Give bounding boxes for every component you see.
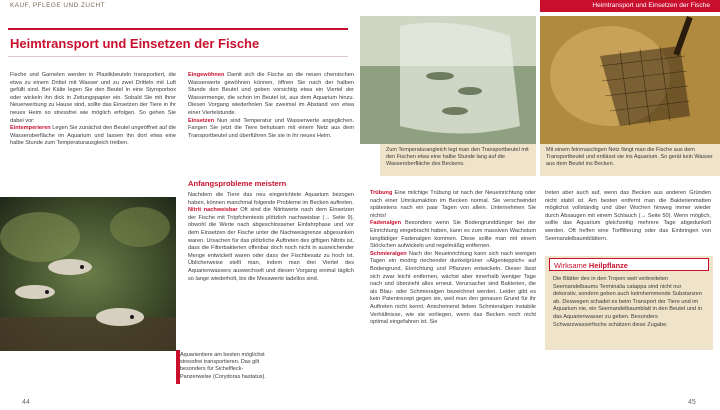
caption-right-box (540, 144, 720, 176)
tip-box-title-prefix: Wirksame (554, 261, 589, 270)
keyword-schmieralgen: Schmieralgen (370, 250, 407, 257)
col3-para-3: Nach der Neueinrichtung kann sich nach wenigen Tagen ein modrig riechender dunkelgrüner »Algenteppich« auf Bodengrund, Einrichtung und Pflanzen entwickeln. Dieser lässt sich zwar leicht entfernen, wächst aber innerhalb weniger Tage nach und überzieht alles erneut. Verursacher sind Bakterien, die als Blau- oder Schmieralgen bezeichnet werden. Leider gibt es kein Patentrezept gegen sie, weil man den genauen Grund für ihr Auftreten nicht kennt. Anscheinend lieben Schmieralgen instabile Verhältnisse, wie sie vorliegen, wenn das Becken noch nicht optimal eingefahren ist. Sie (370, 250, 536, 326)
column-4 (545, 190, 711, 243)
net-photo (540, 16, 720, 144)
keyword-einsetzen: Einsetzen (188, 117, 215, 124)
corydoras-photo (0, 197, 176, 351)
page-number-right: 45 (688, 399, 696, 406)
col2-para-3: Nachdem die Tiere das neu eingerichtete Aquarium bezogen haben, können manchmal folgende Probleme im Becken auftreten. (188, 192, 354, 206)
tip-box (545, 256, 713, 350)
keyword-nitrit: Nitrit nachweisbar (188, 207, 238, 214)
caption-right: Mit einem feinmaschigen Netz fängt man die Fische aus dem Transportbeutel und entlässt sie ins Aquarium. So gerät kein Wasser aus dem Beutel ins Becken. (546, 147, 713, 168)
tip-box-title-bold: Heilpflanze (588, 261, 628, 270)
caption-mid-box (380, 144, 536, 176)
col2-para-2: Nun sind Temperatur und Wasserwerte angeglichen. Fangen Sie jetzt die Tiere behutsam mit einem Netz aus dem Transportbeutel und überführen Sie sie in ihr neues Heim. (188, 117, 354, 139)
title-underline (8, 56, 348, 57)
keyword-eintemperieren: Eintemperieren (10, 125, 51, 132)
transport-bag-photo-graphic (360, 16, 536, 144)
column-2 (188, 72, 354, 140)
col4-para-1: treten aber auch auf, wenn das Becken aus anderen Gründen nicht stabil ist. Am besten entfernt man die Bakterienmatten möglichst vollständig und über Wochen hinweg immer wieder durch Absaugen mit einem Schlauch (→ Seite 50). Wenn möglich, sollte das Aquarium gleichzeitig mehrere Tage abgedunkelt werden. Oft helfen eine Torffilterung oder das Einbringen von Seemandelbaumblättern. (545, 190, 711, 242)
col1-para-2: Legen Sie zunächst den Beutel ungeöffnet auf die Wasseroberfläche im Aquarium und lassen ihn dort etwa eine halbe Stunde zum Temperaturausgleich treiben. (10, 125, 176, 147)
tip-box-header (549, 258, 709, 271)
keyword-truebung: Trübung (370, 190, 393, 196)
tip-box-title (550, 259, 708, 272)
col2-para-1: Damit sich die Fische an die neuen chemischen Wasserwerte gewöhnen können, öffnen Sie nach der halben Stunde den Beutel und geben vorsichtig etwa ein Viertel der Wassermenge, die schon im Beutel ist, aus dem Aquarium hinzu. Diesen Vorgang wiederholen Sie zweimal im Abstand von etwa einer Viertelstunde. (188, 72, 354, 116)
col1-para-1: Fische und Garnelen werden in Plastikbeuteln transportiert, die etwa zu einem Drittel mit Wasser und zu zwei Dritteln mit Luft gefüllt sind. Bei Kälte legen Sie den Beutel in eine Styroporbox oder wickeln ihn dick in Zeitungspapier ein. Sobald Sie mit Ihrer Neuerwerbung zu Hause sind, sollte das Einsetzen der Tiere in ihr neues Heim so stressfrei wie möglich erfolgen. So gehen Sie dabei vor: (10, 72, 176, 124)
col2-para-4: Oft sind die Nitritwerte nach dem Einsetzen der Fische mit Tröpfchentests plötzlich nachweisbar (→ Seite 9), obwohl die Werte nach abgeschlossener Einfahrphase und vor dem Einsetzen der Fische unter die Nachweisgrenze abgesunken waren. Ursachen für das plötzliche Auftreten des giftigen Nitrits ist, dass die Filterbakterien offenbar doch noch nicht in ausreichender Menge entwickelt waren oder dass der Fischbesatz zu hoch ist. Üblicherweise stellt man, indem man drei Viertel des Aquarienwassers auswechselt und diesen Vorgang einmal täglich so lange wiederholt, bis die Messwerte tadellos sind. (188, 207, 354, 282)
tip-box-text: Die Blätter des in den Tropen weit verbreiteten Seemandelbaums Terminalia catappa sind nicht nur dekorativ, sondern geben auch keimhemmende Substanzen ab. Deswegen schadet es beim Transport der Tiere und im Aquarium nie, ein Seemandelbaumblatt in den Beutel und in das Aquarienwasser zu geben. Besonders Schwarzwasserfische schätzen diese Zugabe. (553, 276, 702, 328)
subheading-anfangsprobleme: Anfangsprobleme meistern (188, 179, 287, 188)
keyword-eingewoehnen: Eingewöhnen (188, 72, 225, 78)
page-title: Heimtransport und Einsetzen der Fische (10, 36, 260, 51)
column-2-lower (188, 192, 354, 283)
col3-para-2: Besonders wenn Sie Bodengrunddünger bei der Einrichtung eingebracht haben, kann es zum massiven Wachstum langfädiger Fadenalgen kommen. Diese sollte man mit einem Stöckchen aufwickeln und regelmäßig entfernen. (370, 220, 536, 250)
column-1 (10, 72, 176, 148)
running-header-left: KAUF, PFLEGE UND ZUCHT (10, 2, 106, 9)
page-number-left: 44 (22, 399, 30, 406)
running-header-right-bar (540, 0, 720, 12)
net-photo-graphic (540, 16, 720, 144)
title-rule (8, 28, 348, 30)
column-3 (370, 190, 536, 327)
transport-bag-photo (360, 16, 536, 144)
keyword-fadenalgen: Fadenalgen (370, 220, 402, 227)
caption-left: Aquarientiere am besten möglichst stressfrei transportieren. Das gilt besonders für Sichelfleck-Panzerwelse (Corydoras hastatus). (180, 352, 266, 380)
caption-mid: Zum Temperaturangleich legt man den Transportbeutel mit den Fischen etwa eine halbe Stunde lang auf die Wasseroberfläche des Beckens. (386, 147, 529, 168)
col3-para-1: Eine milchige Trübung ist nach der Neueinrichtung oder nach einer Umräumaktion im Becken normal. Sie verschwindet spätestens nach ein paar Tagen von allein. Unternehmen Sie nichts! (370, 190, 536, 219)
corydoras-photo-graphic (0, 197, 176, 351)
running-header-right: Heimtransport und Einsetzen der Fische (592, 2, 710, 9)
